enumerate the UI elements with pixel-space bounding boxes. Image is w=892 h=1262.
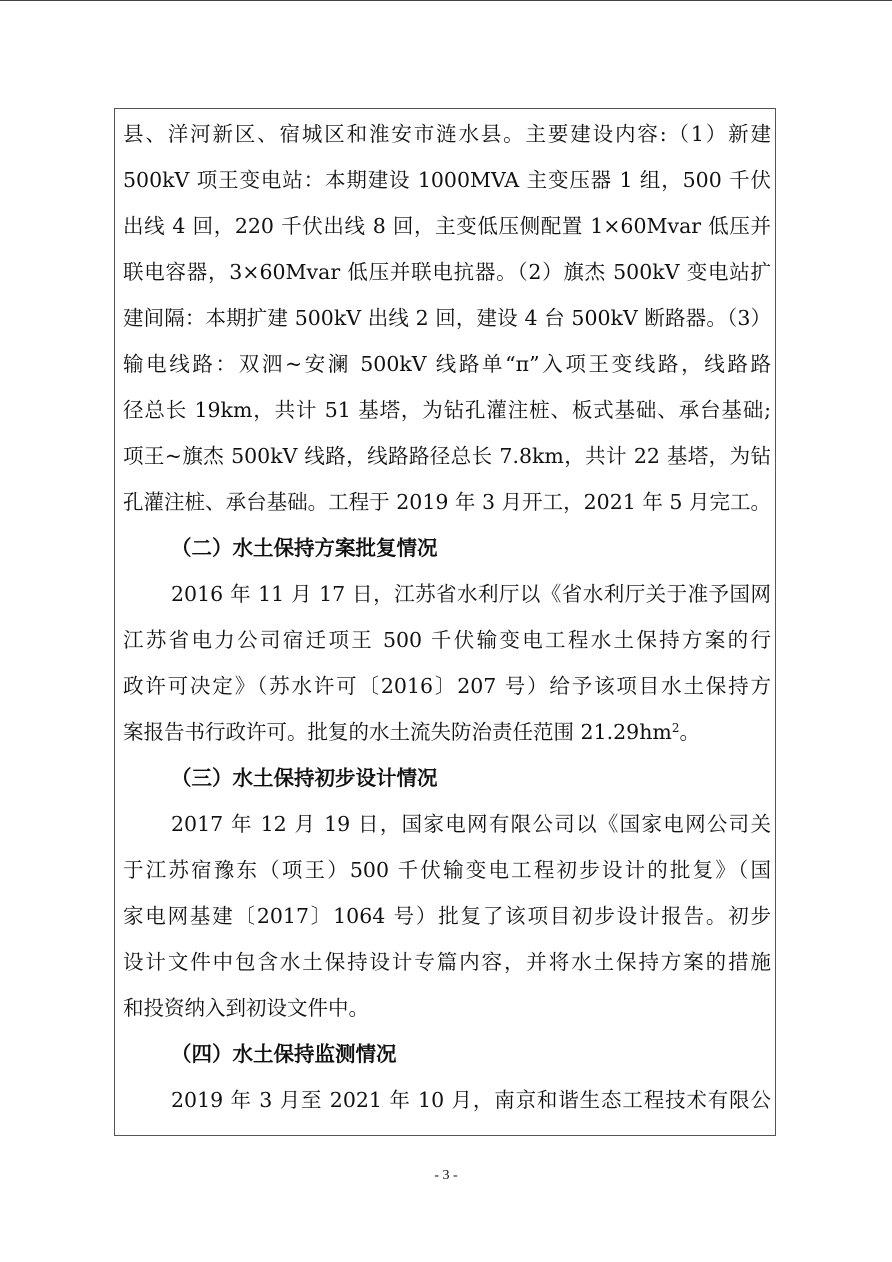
section-heading-3: （三）水土保持初步设计情况 (171, 766, 438, 790)
paragraph-1-line: 县、洋河新区、宿城区和淮安市涟水县。主要建设内容:（1）新建 (123, 122, 771, 146)
paragraph-1-line: 项王~旗杰 500kV 线路，线路路径总长 7.8km，共计 22 基塔，为钻 (123, 444, 771, 468)
top-edge-rule (0, 0, 892, 1)
paragraph-1-line: 输电线路：双泗~安澜 500kV 线路单“π”入项王变线路，线路路 (123, 352, 771, 376)
paragraph-3-line: 和投资纳入到初设文件中。 (123, 996, 369, 1020)
page-number: - 3 - (434, 1168, 458, 1183)
paragraph-3-line: 于江苏宿豫东（项王）500 千伏输变电工程初步设计的批复》（国 (123, 858, 771, 882)
paragraph-1-line: 建间隔：本期扩建 500kV 出线 2 回，建设 4 台 500kV 断路器。（3） (123, 306, 771, 330)
paragraph-1-line: 联电容器，3×60Mvar 低压并联电抗器。（2）旗杰 500kV 变电站扩 (123, 260, 771, 284)
area-unit-superscript: 2 (671, 721, 680, 735)
paragraph-2-line: 2016 年 11 月 17 日，江苏省水利厅以《省水利厅关于准予国网 (171, 582, 771, 606)
text-frame (114, 108, 776, 1136)
section-heading-4: （四）水土保持监测情况 (171, 1042, 397, 1066)
section-heading-2: （二）水土保持方案批复情况 (171, 536, 438, 560)
paragraph-2-last-line (123, 719, 771, 745)
paragraph-2-line: 江苏省电力公司宿迁项王 500 千伏输变电工程水土保持方案的行 (123, 628, 771, 652)
paragraph-1-line: 径总长 19km，共计 51 基塔，为钻孔灌注桩、板式基础、承台基础; (123, 398, 771, 422)
paragraph-3-line: 2017 年 12 月 19 日，国家电网有限公司以《国家电网公司关 (171, 812, 771, 836)
paragraph-2-line-text: 案报告书行政许可。批复的水土流失防治责任范围 21.29hm (123, 720, 672, 744)
paragraph-2-line: 政许可决定》（苏水许可〔2016〕207 号）给予该项目水土保持方 (123, 674, 771, 698)
paragraph-3-line: 家电网基建〔2017〕1064 号）批复了该项目初步设计报告。初步 (123, 904, 771, 928)
paragraph-2-end-punctuation: 。 (679, 720, 700, 744)
paragraph-3-line: 设计文件中包含水土保持设计专篇内容，并将水土保持方案的措施 (123, 950, 771, 974)
paragraph-1-line: 500kV 项王变电站：本期建设 1000MVA 主变压器 1 组，500 千伏 (123, 168, 771, 192)
paragraph-4-line: 2019 年 3 月至 2021 年 10 月，南京和谐生态工程技术有限公 (171, 1088, 771, 1112)
paragraph-1-line: 出线 4 回，220 千伏出线 8 回，主变低压侧配置 1×60Mvar 低压并 (123, 214, 771, 238)
paragraph-1-line: 孔灌注桩、承台基础。工程于 2019 年 3 月开工，2021 年 5 月完工。 (123, 490, 771, 514)
